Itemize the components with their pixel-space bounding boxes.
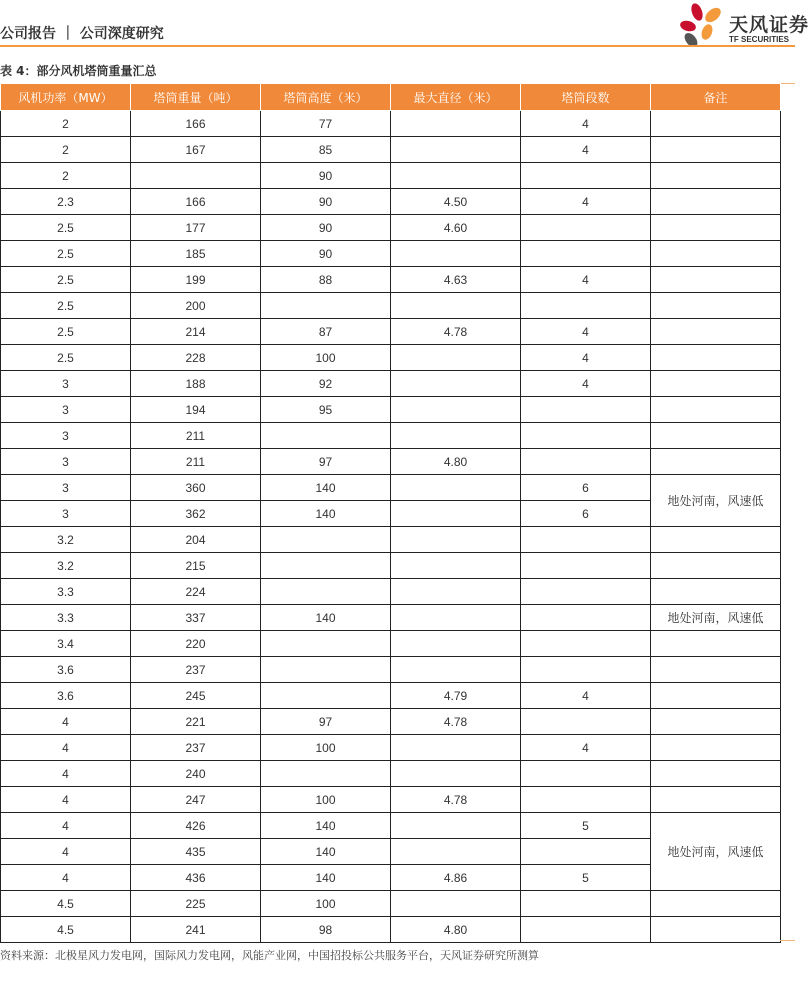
cell-height: 88 <box>261 267 391 293</box>
cell-power: 4 <box>1 839 131 865</box>
table-bottom-rule <box>780 940 795 941</box>
cell-diameter: 4.79 <box>391 683 521 709</box>
cell-height: 92 <box>261 371 391 397</box>
cell-power: 3.4 <box>1 631 131 657</box>
table-row <box>1 761 781 787</box>
cell-remarks <box>651 553 781 579</box>
source-footnote: 资料来源：北极星风力发电网，国际风力发电网，风能产业网，中国招投标公共服务平台，天风证券研究所测算 <box>0 949 539 962</box>
cell-diameter <box>391 137 521 163</box>
cell-remarks <box>651 449 781 475</box>
cell-diameter: 4.78 <box>391 319 521 345</box>
header-divider <box>0 45 795 47</box>
cell-diameter <box>391 735 521 761</box>
column-header-weight: 塔筒重量（吨） <box>131 84 261 111</box>
table-row <box>1 709 781 735</box>
cell-remarks <box>651 319 781 345</box>
cell-diameter <box>391 631 521 657</box>
cell-segments: 4 <box>521 267 651 293</box>
cell-remarks: 地处河南，风速低 <box>651 475 781 527</box>
column-header-power: 风机功率（MW） <box>1 84 131 111</box>
table-row <box>1 241 781 267</box>
cell-remarks <box>651 241 781 267</box>
cell-diameter <box>391 839 521 865</box>
cell-height: 140 <box>261 605 391 631</box>
cell-power: 2.5 <box>1 215 131 241</box>
cell-diameter: 4.86 <box>391 865 521 891</box>
cell-segments <box>521 553 651 579</box>
cell-power: 2.3 <box>1 189 131 215</box>
cell-diameter: 4.80 <box>391 917 521 943</box>
cell-diameter: 4.50 <box>391 189 521 215</box>
cell-height <box>261 761 391 787</box>
table-row <box>1 917 781 943</box>
cell-weight: 204 <box>131 527 261 553</box>
cell-power: 4 <box>1 735 131 761</box>
cell-weight: 211 <box>131 423 261 449</box>
cell-diameter: 4.78 <box>391 787 521 813</box>
cell-segments: 4 <box>521 111 651 137</box>
cell-weight: 167 <box>131 137 261 163</box>
cell-power: 3.2 <box>1 527 131 553</box>
cell-power: 3 <box>1 475 131 501</box>
cell-remarks <box>651 293 781 319</box>
cell-remarks <box>651 527 781 553</box>
cell-height: 97 <box>261 449 391 475</box>
cell-power: 2 <box>1 163 131 189</box>
pinwheel-logo-icon <box>676 0 726 50</box>
cell-segments <box>521 605 651 631</box>
table-header-row <box>1 84 781 111</box>
logo-company-subtitle: TF SECURITIES <box>729 35 790 44</box>
table-row <box>1 215 781 241</box>
table-row <box>1 293 781 319</box>
cell-height: 90 <box>261 189 391 215</box>
cell-weight: 436 <box>131 865 261 891</box>
cell-remarks <box>651 787 781 813</box>
cell-remarks <box>651 917 781 943</box>
cell-power: 4 <box>1 787 131 813</box>
cell-height: 90 <box>261 163 391 189</box>
cell-remarks <box>651 735 781 761</box>
cell-segments: 4 <box>521 371 651 397</box>
cell-weight: 362 <box>131 501 261 527</box>
cell-diameter <box>391 397 521 423</box>
cell-segments: 4 <box>521 735 651 761</box>
table-body <box>1 111 781 943</box>
cell-height <box>261 631 391 657</box>
cell-weight: 237 <box>131 657 261 683</box>
cell-diameter: 4.60 <box>391 215 521 241</box>
cell-height: 77 <box>261 111 391 137</box>
column-header-remarks: 备注 <box>651 84 781 111</box>
table-row <box>1 397 781 423</box>
cell-weight: 435 <box>131 839 261 865</box>
cell-diameter <box>391 553 521 579</box>
cell-segments <box>521 215 651 241</box>
table-row <box>1 683 781 709</box>
cell-segments <box>521 891 651 917</box>
cell-diameter <box>391 579 521 605</box>
cell-segments <box>521 657 651 683</box>
cell-height <box>261 527 391 553</box>
table-row <box>1 475 781 501</box>
tower-weight-table <box>0 83 781 943</box>
cell-weight: 214 <box>131 319 261 345</box>
cell-diameter <box>391 475 521 501</box>
cell-diameter: 4.78 <box>391 709 521 735</box>
cell-weight: 360 <box>131 475 261 501</box>
cell-diameter: 4.63 <box>391 267 521 293</box>
cell-weight: 200 <box>131 293 261 319</box>
cell-segments <box>521 579 651 605</box>
cell-segments <box>521 787 651 813</box>
cell-diameter <box>391 293 521 319</box>
cell-height: 100 <box>261 787 391 813</box>
cell-weight: 237 <box>131 735 261 761</box>
cell-power: 2.5 <box>1 319 131 345</box>
cell-power: 2.5 <box>1 241 131 267</box>
cell-weight: 240 <box>131 761 261 787</box>
cell-remarks <box>651 345 781 371</box>
cell-power: 3 <box>1 449 131 475</box>
cell-remarks <box>651 267 781 293</box>
cell-remarks: 地处河南，风速低 <box>651 605 781 631</box>
cell-power: 3.3 <box>1 605 131 631</box>
cell-remarks <box>651 579 781 605</box>
table-row <box>1 579 781 605</box>
cell-weight: 225 <box>131 891 261 917</box>
cell-segments: 6 <box>521 475 651 501</box>
cell-remarks <box>651 631 781 657</box>
cell-weight: 177 <box>131 215 261 241</box>
cell-remarks <box>651 371 781 397</box>
cell-weight: 220 <box>131 631 261 657</box>
cell-power: 4.5 <box>1 917 131 943</box>
cell-diameter <box>391 241 521 267</box>
cell-power: 3.3 <box>1 579 131 605</box>
cell-weight <box>131 163 261 189</box>
cell-segments: 4 <box>521 137 651 163</box>
cell-weight: 215 <box>131 553 261 579</box>
cell-power: 4 <box>1 865 131 891</box>
cell-segments <box>521 839 651 865</box>
report-header-title: 公司报告 ｜ 公司深度研究 <box>0 26 164 42</box>
cell-diameter <box>391 891 521 917</box>
cell-segments <box>521 631 651 657</box>
cell-diameter <box>391 813 521 839</box>
cell-segments <box>521 449 651 475</box>
table-row <box>1 189 781 215</box>
cell-height: 140 <box>261 865 391 891</box>
cell-power: 2.5 <box>1 345 131 371</box>
table-row <box>1 813 781 839</box>
cell-diameter <box>391 501 521 527</box>
cell-remarks <box>651 215 781 241</box>
cell-segments: 4 <box>521 189 651 215</box>
cell-power: 2 <box>1 137 131 163</box>
cell-weight: 245 <box>131 683 261 709</box>
cell-power: 3 <box>1 397 131 423</box>
cell-power: 2.5 <box>1 293 131 319</box>
cell-segments: 4 <box>521 319 651 345</box>
cell-segments: 6 <box>521 501 651 527</box>
table-row <box>1 111 781 137</box>
table-top-rule <box>780 83 795 84</box>
cell-power: 4 <box>1 709 131 735</box>
cell-weight: 194 <box>131 397 261 423</box>
column-header-segments: 塔筒段数 <box>521 84 651 111</box>
table-row <box>1 553 781 579</box>
cell-remarks <box>651 423 781 449</box>
logo-company-name: 天风证券 <box>729 14 810 36</box>
cell-remarks <box>651 709 781 735</box>
cell-height: 90 <box>261 241 391 267</box>
cell-power: 3.6 <box>1 657 131 683</box>
cell-height: 100 <box>261 735 391 761</box>
cell-segments: 4 <box>521 683 651 709</box>
cell-diameter <box>391 371 521 397</box>
cell-segments <box>521 761 651 787</box>
table-row <box>1 891 781 917</box>
cell-weight: 221 <box>131 709 261 735</box>
company-logo <box>676 0 812 50</box>
cell-segments <box>521 423 651 449</box>
table-row <box>1 371 781 397</box>
cell-height: 140 <box>261 839 391 865</box>
cell-power: 4 <box>1 813 131 839</box>
cell-height: 95 <box>261 397 391 423</box>
column-header-height: 塔筒高度（米） <box>261 84 391 111</box>
table-row <box>1 345 781 371</box>
cell-weight: 228 <box>131 345 261 371</box>
cell-weight: 199 <box>131 267 261 293</box>
cell-diameter <box>391 423 521 449</box>
cell-remarks <box>651 683 781 709</box>
cell-height: 85 <box>261 137 391 163</box>
table-row <box>1 657 781 683</box>
cell-power: 4 <box>1 761 131 787</box>
cell-segments: 5 <box>521 865 651 891</box>
cell-segments <box>521 527 651 553</box>
cell-segments <box>521 397 651 423</box>
cell-height: 97 <box>261 709 391 735</box>
table-row <box>1 631 781 657</box>
cell-weight: 241 <box>131 917 261 943</box>
cell-remarks: 地处河南，风速低 <box>651 813 781 891</box>
cell-segments: 5 <box>521 813 651 839</box>
cell-height: 140 <box>261 501 391 527</box>
cell-height <box>261 657 391 683</box>
table-row <box>1 449 781 475</box>
cell-diameter <box>391 111 521 137</box>
cell-height <box>261 683 391 709</box>
cell-height: 90 <box>261 215 391 241</box>
cell-diameter <box>391 163 521 189</box>
cell-weight: 185 <box>131 241 261 267</box>
cell-weight: 337 <box>131 605 261 631</box>
cell-height: 140 <box>261 813 391 839</box>
cell-diameter <box>391 605 521 631</box>
table-row <box>1 423 781 449</box>
cell-diameter: 4.80 <box>391 449 521 475</box>
cell-segments: 4 <box>521 345 651 371</box>
cell-power: 3 <box>1 423 131 449</box>
cell-power: 2 <box>1 111 131 137</box>
cell-power: 2.5 <box>1 267 131 293</box>
cell-height: 100 <box>261 891 391 917</box>
cell-power: 3.2 <box>1 553 131 579</box>
cell-remarks <box>651 137 781 163</box>
cell-height: 98 <box>261 917 391 943</box>
cell-weight: 211 <box>131 449 261 475</box>
cell-diameter <box>391 761 521 787</box>
cell-remarks <box>651 189 781 215</box>
cell-remarks <box>651 163 781 189</box>
cell-segments <box>521 241 651 267</box>
cell-power: 4.5 <box>1 891 131 917</box>
cell-weight: 426 <box>131 813 261 839</box>
cell-height <box>261 579 391 605</box>
cell-segments <box>521 293 651 319</box>
table-row <box>1 163 781 189</box>
cell-diameter <box>391 345 521 371</box>
table-row <box>1 527 781 553</box>
table-row <box>1 787 781 813</box>
cell-height: 87 <box>261 319 391 345</box>
cell-height <box>261 293 391 319</box>
cell-weight: 224 <box>131 579 261 605</box>
cell-remarks <box>651 397 781 423</box>
cell-height: 100 <box>261 345 391 371</box>
table-row <box>1 319 781 345</box>
cell-weight: 166 <box>131 189 261 215</box>
cell-weight: 188 <box>131 371 261 397</box>
cell-height: 140 <box>261 475 391 501</box>
cell-segments <box>521 917 651 943</box>
table-caption: 表 4：部分风机塔筒重量汇总 <box>0 64 157 78</box>
cell-diameter <box>391 657 521 683</box>
cell-power: 3.6 <box>1 683 131 709</box>
cell-weight: 247 <box>131 787 261 813</box>
column-header-diameter: 最大直径（米） <box>391 84 521 111</box>
cell-segments <box>521 163 651 189</box>
cell-power: 3 <box>1 501 131 527</box>
table-row <box>1 735 781 761</box>
table-row <box>1 137 781 163</box>
cell-remarks <box>651 891 781 917</box>
cell-remarks <box>651 761 781 787</box>
cell-remarks <box>651 657 781 683</box>
cell-weight: 166 <box>131 111 261 137</box>
table-row <box>1 605 781 631</box>
cell-height <box>261 423 391 449</box>
cell-power: 3 <box>1 371 131 397</box>
table-row <box>1 267 781 293</box>
tower-weight-table-container <box>0 83 781 943</box>
cell-remarks <box>651 111 781 137</box>
cell-diameter <box>391 527 521 553</box>
cell-height <box>261 553 391 579</box>
cell-segments <box>521 709 651 735</box>
